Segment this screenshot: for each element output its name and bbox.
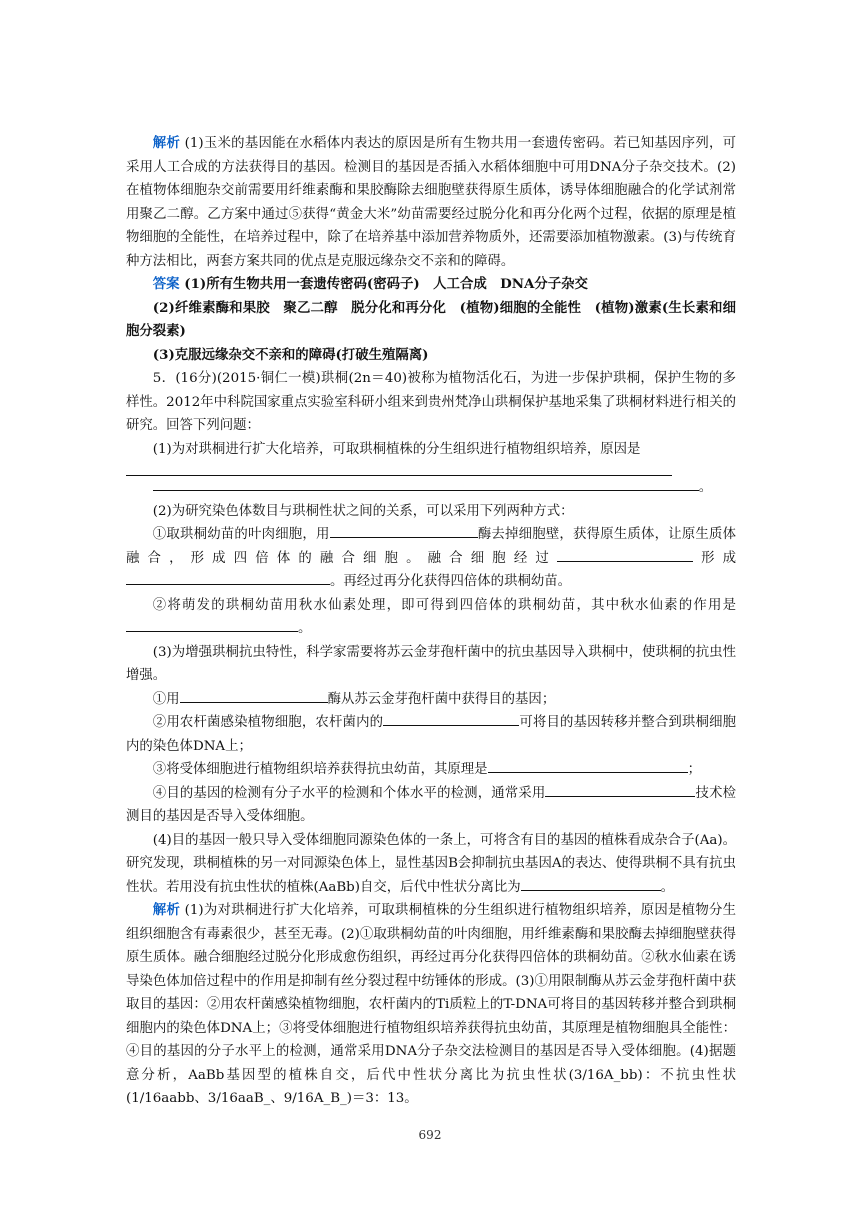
answer-blank-line: [126, 461, 736, 476]
question-5-part-3-item-1: ①用 酶从苏云金芽孢杆菌中获得目的基因；: [126, 688, 736, 712]
blank-line[interactable]: [153, 476, 699, 491]
analysis-label: 解析: [152, 135, 181, 151]
blank-ratio[interactable]: [521, 876, 661, 891]
blank-principle[interactable]: [488, 758, 688, 773]
analysis-label-2: 解析: [152, 902, 181, 918]
question-5-part-3-intro: (3)为增强珙桐抗虫特性，科学家需要将苏云金芽孢杆菌中的抗虫基因导入珙桐中，使珙桐的抗虫性增强。: [126, 644, 736, 683]
blank-process[interactable]: [557, 547, 693, 562]
question-5-part-3-item-2: ②用农杆菌感染植物细胞，农杆菌内的 可将目的基因转移并整合到珙桐细胞内的染色体DNA上；: [126, 711, 736, 758]
analysis-paragraph-2: [126, 899, 736, 1111]
question-5-part-4: (4)目的基因一般只导入受体细胞同源染色体的一条上，可将含有目的基因的植株看成杂合子(Aa)。研究发现，珙桐植株的另一对同源染色体上，显性基因B会抑制抗虫基因A的表达、使得珙桐不具有抗虫性状。若用没有抗虫性状的植株(AaBb)自交，后代中性状分离比为 。: [126, 832, 736, 895]
question-5-part-3-item-4: ④目的基因的检测有分子水平的检测和个体水平的检测，通常采用 技术检测目的基因是否导入受体细胞。: [126, 782, 736, 829]
answer-line-3: (3)克服远缘杂交不亲和的障碍(打破生殖隔离): [152, 346, 429, 363]
blank-technique[interactable]: [545, 782, 695, 797]
blank-tissue[interactable]: [126, 570, 330, 585]
blank-enzyme-2[interactable]: [180, 688, 328, 703]
analysis-text-2: (1)为对珙桐进行扩大化培养，可取珙桐植株的分生组织进行植物组织培养，原因是植物分生组织细胞含有毒素很少，甚至无毒。(2)①取珙桐幼苗的叶肉细胞，用纤维素酶和果胶酶去掉细胞壁获得原生质体。融合细胞经过脱分化形成愈伤组织，再经过再分化获得四倍体的珙桐幼苗。②秋水仙素在诱导染色体加倍过程中的作用是抑制有丝分裂过程中纺锤体的形成。(3)①用限制酶从苏云金芽孢杆菌中获取目的基因：②用农杆菌感染植物细胞，农杆菌内的Ti质粒上的T-DNA可将目的基因转移并整合到珙桐细胞内的染色体DNA上；③将受体细胞进行植物组织培养获得抗虫幼苗，其原理是植物细胞具全能性：④目的基因的分子水平上的检测，通常采用DNA分子杂交法检测目的基因是否导入受体细胞。(4)据题意分析，AaBb基因型的植株自交，后代中性状分离比为抗虫性状(3/16A_bb)：不抗虫性状(1/16aabb、3/16aaB_、9/16A_B_)＝3：13。: [126, 903, 737, 1106]
answer-text-1: (1)所有生物共用一套遗传密码(密码子) 人工合成 DNA分子杂交: [184, 276, 588, 292]
answer-line-2: (2)纤维素酶和果胶 聚乙二醇 脱分化和再分化 (植物)细胞的全能性 (植物)激素(生长素和细胞分裂素): [126, 299, 736, 339]
question-5-part-2-intro: (2)为研究染色体数目与珙桐性状之间的关系，可以采用下列两种方式：: [152, 503, 574, 519]
answer-label: 答案: [152, 276, 180, 292]
analysis-paragraph-1: [126, 132, 736, 273]
blank-line[interactable]: [126, 461, 672, 476]
answer-blank-line-2: 。: [126, 476, 736, 500]
document-body: [126, 132, 736, 1111]
question-5-part-3-item-3: ③将受体细胞进行植物组织培养获得抗虫幼苗，其原理是 ；: [126, 758, 736, 782]
question-5-part-2-item-1: ①取珙桐幼苗的叶肉细胞，用 酶去掉细胞壁，获得原生质体，让原生质体融合，形成四倍体的融合细胞。融合细胞经过 形成。再经过再分化获得四倍体的珙桐幼苗。: [126, 523, 736, 594]
question-5-intro: 5．(16分)(2015·铜仁一模)珙桐(2n＝40)被称为植物活化石，为进一步保护珙桐，保护生物的多样性。2012年中科院国家重点实验室科研小组来到贵州梵净山珙桐保护基地采集了珙桐材料进行相关的研究。回答下列问题：: [126, 371, 736, 433]
question-5-part-2-item-2: ②将萌发的珙桐幼苗用秋水仙素处理，即可得到四倍体的珙桐幼苗，其中秋水仙素的作用是。: [126, 594, 736, 641]
blank-tdna[interactable]: [383, 711, 519, 726]
analysis-text: (1)玉米的基因能在水稻体内表达的原因是所有生物共用一套遗传密码。若已知基因序列，可采用人工合成的方法获得目的基因。检测目的基因是否插入水稻体细胞中可用DNA分子杂交技术。(2)在植物体细胞杂交前需要用纤维素酶和果胶酶除去细胞壁获得原生质体，诱导体细胞融合的化学试剂常用聚乙二醇。乙方案中通过⑤获得“黄金大米”幼苗需要经过脱分化和再分化两个过程，依据的原理是植物细胞的全能性，在培养过程中，除了在培养基中添加营养物质外，还需要添加植物激素。(3)与传统育种方法相比，两套方案共同的优点是克服远缘杂交不亲和的障碍。: [126, 136, 737, 269]
blank-colchicine-role[interactable]: [126, 617, 298, 632]
question-text: (1)为对珙桐进行扩大化培养，可取珙桐植株的分生组织进行植物组织培养，原因是: [152, 441, 641, 457]
blank-enzyme[interactable]: [330, 523, 478, 538]
question-5-part-1: [126, 438, 736, 462]
answer-line-1: [126, 273, 736, 297]
page-number: 692: [418, 1128, 442, 1142]
